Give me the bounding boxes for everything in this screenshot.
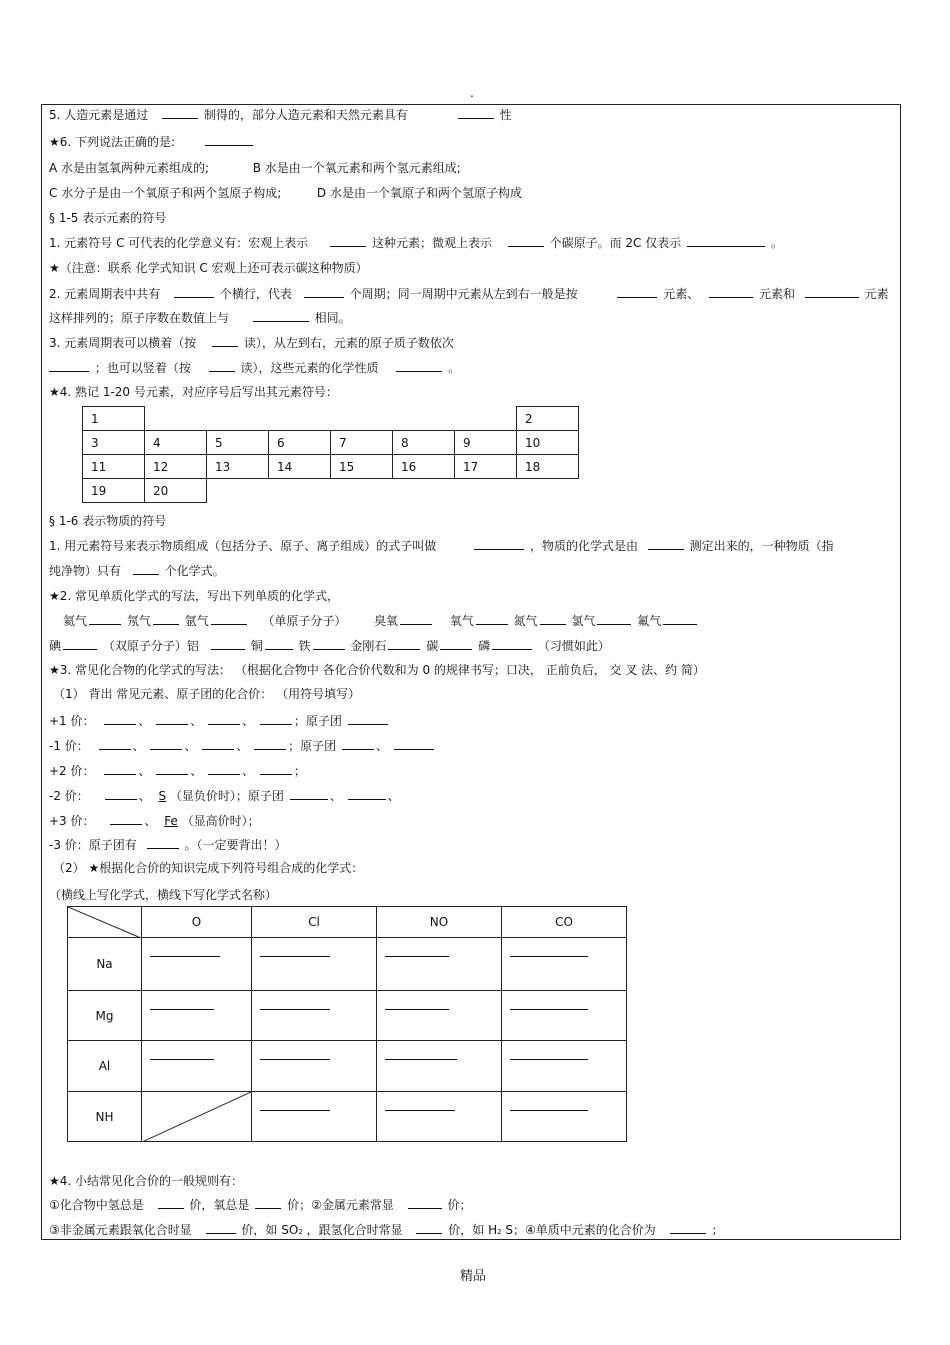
s15-blank-13[interactable]	[396, 360, 442, 372]
blank-p[interactable]	[492, 638, 532, 650]
sulfur-note: （显负价时）；原子团	[169, 789, 284, 803]
s15-l3d: 读），这些元素的化学性质	[240, 361, 379, 375]
s15-blank-4[interactable]	[174, 286, 214, 298]
valence-group-blank[interactable]	[348, 713, 388, 725]
valence-blank[interactable]	[104, 763, 136, 775]
s15-l2c: 个周期；同一周期中元素从左到右一般是按	[349, 287, 578, 301]
s15-blank-11[interactable]	[49, 360, 89, 372]
pt-cell[interactable]: 8	[393, 431, 455, 455]
valence-plus2	[49, 763, 306, 779]
valence-blank[interactable]	[260, 763, 292, 775]
valence-blank[interactable]	[156, 713, 188, 725]
q4-b2: 价，如 SO	[241, 1223, 299, 1237]
s16-blank-3[interactable]	[133, 563, 159, 575]
s16-q2-row2	[49, 638, 610, 654]
q6-blank[interactable]	[205, 134, 253, 146]
s15-l3a: 3. 元素周期表可以横着（按	[49, 336, 197, 350]
s15-l3e: 。	[448, 361, 461, 375]
label-i2: 碘	[49, 639, 62, 653]
s15-blank-7[interactable]	[709, 286, 753, 298]
label-ar: 氩气	[184, 614, 209, 628]
label-c: 碳	[426, 639, 439, 653]
compound-table	[67, 906, 627, 1142]
blank-ozone[interactable]	[400, 613, 432, 625]
corner-diagonal	[68, 907, 141, 938]
section-1-5-title: § 1-5 表示元素的符号	[49, 211, 167, 225]
valence-blank[interactable]	[110, 813, 142, 825]
s15-l2b: 个横行，代表	[219, 287, 292, 301]
answer-cell[interactable]	[252, 1092, 377, 1142]
s15-blank-2[interactable]	[508, 235, 544, 247]
q6-option-d: D 水是由一个氧原子和两个氢原子构成	[316, 186, 522, 200]
blank-ar[interactable]	[211, 613, 247, 625]
s15-l2a: 2. 元素周期表中共有	[49, 287, 161, 301]
answer-cell[interactable]	[377, 938, 502, 991]
s15-line3b	[49, 360, 460, 376]
label-diamond: 金刚石	[350, 639, 387, 653]
answer-cell[interactable]	[377, 991, 502, 1041]
blank-o2[interactable]	[476, 613, 508, 625]
q5-text-c: 性	[499, 108, 512, 122]
sep: 、	[236, 739, 249, 753]
header-dot: .	[470, 86, 474, 100]
pt-cell[interactable]: 5	[207, 431, 269, 455]
pt-cell[interactable]: 13	[207, 455, 269, 479]
pt-cell[interactable]: 15	[331, 455, 393, 479]
valence-minus1	[49, 738, 436, 754]
s16-q3-1: （1） 背出 常见元素、原子团的化合价： （用符号填写）	[53, 687, 361, 701]
q5-blank-2[interactable]	[458, 107, 494, 119]
q4-blank-2[interactable]	[255, 1197, 281, 1209]
pt-cell[interactable]: 12	[145, 455, 207, 479]
s16-blank-2[interactable]	[648, 538, 684, 550]
sep: 、	[138, 764, 151, 778]
blank-ne[interactable]	[153, 613, 179, 625]
label-he: 氦气	[63, 614, 88, 628]
s16-l1b: ，物质的化学式是由	[529, 539, 638, 553]
corner-cell	[68, 907, 142, 938]
s15-l1a: 1. 元素符号 C 可代表的化学意义有：宏观上表示	[49, 236, 309, 250]
pt-cell[interactable]: 18	[517, 455, 579, 479]
s15-l2g: 这样排列的；原子序数在数值上与	[49, 311, 230, 325]
valence-blank[interactable]	[208, 713, 240, 725]
s15-note: ★（注意：联系 化学式知识 C 宏观上还可表示碳这种物质）	[49, 261, 368, 275]
answer-cell[interactable]	[502, 938, 627, 991]
blank-he[interactable]	[89, 613, 121, 625]
q4-b5: S；④单质中元素的化合价为	[505, 1223, 656, 1237]
sep: 、	[387, 789, 400, 803]
col-header: NO	[377, 907, 502, 938]
s15-l3c: ；也可以竖着（按	[94, 361, 191, 375]
blank-diamond[interactable]	[388, 638, 420, 650]
answer-cell[interactable]	[252, 991, 377, 1041]
s15-l1b: 这种元素；微观上表示	[371, 236, 492, 250]
s15-blank-1[interactable]	[330, 235, 366, 247]
label-custom: （习惯如此）	[537, 639, 610, 653]
col-header: CO	[502, 907, 627, 938]
valence-plus3-label: +3 价：	[49, 814, 95, 828]
s16-line1	[49, 538, 834, 554]
s15-blank-10[interactable]	[212, 335, 238, 347]
answer-cell[interactable]	[502, 1041, 627, 1092]
blank-f2[interactable]	[663, 613, 697, 625]
valence-minus3	[49, 837, 286, 853]
label-al: （双原子分子）铝	[102, 639, 199, 653]
blank-i2[interactable]	[63, 638, 97, 650]
q6-ab-line	[49, 160, 461, 176]
valence-blank[interactable]	[104, 713, 136, 725]
answer-cell[interactable]	[252, 938, 377, 991]
s15-blank-8[interactable]	[805, 286, 859, 298]
iron-note: （显高价时）；	[181, 814, 260, 828]
answer-cell[interactable]	[142, 938, 252, 991]
sep: 、	[329, 789, 342, 803]
valence-minus3-label: -3 价：原子团有	[49, 838, 137, 852]
semicolon: ；	[293, 764, 306, 778]
pt-cell[interactable]: 19	[83, 479, 145, 503]
sep: 、	[190, 714, 203, 728]
answer-cell[interactable]	[502, 1092, 627, 1142]
pt-cell[interactable]: 11	[83, 455, 145, 479]
pt-cell[interactable]: 7	[331, 431, 393, 455]
q4-line1	[49, 1197, 472, 1213]
valence-group-blank[interactable]	[348, 788, 386, 800]
valence-blank[interactable]	[260, 713, 292, 725]
blocked-diagonal	[142, 1092, 251, 1142]
sep: 、	[375, 739, 388, 753]
q4-b3: ，跟氢化合时常显	[306, 1223, 403, 1237]
q4-a1: ①化合物中氢总是	[49, 1198, 144, 1212]
answer-cell[interactable]	[142, 1041, 252, 1092]
pt-cell[interactable]: 6	[269, 431, 331, 455]
q4-a3: 价；②金属元素常显	[287, 1198, 394, 1212]
label-p: 磷	[478, 639, 491, 653]
sep: 、	[132, 739, 145, 753]
s15-l2f: 元素	[864, 287, 889, 301]
footer-text: 精品	[460, 1269, 487, 1284]
q6-option-a: A 水是由氢氧两种元素组成的;	[49, 161, 210, 175]
q5-blank-1[interactable]	[162, 107, 198, 119]
sep: 、	[242, 714, 255, 728]
pt-cell[interactable]: 3	[83, 431, 145, 455]
group-label: ；原子团	[293, 714, 342, 728]
col-header: Cl	[252, 907, 377, 938]
s15-l1d: 。	[770, 236, 783, 250]
s15-l2h: 相同。	[314, 311, 351, 325]
s15-blank-6[interactable]	[617, 286, 657, 298]
pt-cell[interactable]: 4	[145, 431, 207, 455]
s16-q3: ★3. 常见化合物的化学式的写法： （根据化合物中 各化合价代数和为 0 的规律书写；口决， 正前负后， 交 叉 法、约 简）	[49, 663, 705, 677]
pt-cell[interactable]: 10	[517, 431, 579, 455]
valence-blank[interactable]	[202, 738, 234, 750]
blank-al[interactable]	[211, 638, 245, 650]
s16-q3-2-note: （横线上写化学式，横线下写化学式名称）	[49, 888, 278, 902]
q4-line2: ③非金属元素跟氧化合时显 价，如 SO2 ，跟氢化合时常显 价，如 H2 S；④单质中元素的化合价为 ；	[49, 1223, 724, 1237]
s16-l1d: 纯净物）只有	[49, 564, 122, 578]
section-1-6-title: § 1-6 表示物质的符号	[49, 514, 167, 528]
blank-cu[interactable]	[265, 638, 293, 650]
q4-a2: 价，氧总是	[189, 1198, 250, 1212]
valence-minus2	[49, 788, 400, 804]
q4-blank-3[interactable]	[408, 1197, 442, 1209]
pt-cell[interactable]: 14	[269, 455, 331, 479]
label-ne: 氖气	[126, 614, 151, 628]
valence-group-blank[interactable]	[342, 738, 374, 750]
row-header: Al	[68, 1041, 142, 1092]
blank-n2[interactable]	[540, 613, 566, 625]
valence-plus2-label: +2 价：	[49, 764, 95, 778]
col-header: O	[142, 907, 252, 938]
q4-b6: ；	[711, 1223, 724, 1237]
sep: 、	[138, 789, 151, 803]
s15-blank-12[interactable]	[209, 360, 235, 372]
s16-line1b	[49, 563, 225, 579]
q4-title: ★4. 小结常见化合价的一般规则有：	[49, 1174, 244, 1188]
group-label: ；原子团	[288, 739, 337, 753]
q4-blank-4[interactable]	[206, 1222, 236, 1234]
valence-plus1	[49, 713, 390, 729]
q4-blank-5[interactable]	[416, 1222, 442, 1234]
s16-q2-row1	[63, 613, 699, 629]
valence-blank[interactable]	[156, 763, 188, 775]
valence-group-blank[interactable]	[290, 788, 328, 800]
q4-blank-6[interactable]	[670, 1222, 706, 1234]
valence-blank[interactable]	[105, 788, 137, 800]
q4-b4: 价，如 H	[448, 1223, 498, 1237]
label-fe: 铁	[298, 639, 311, 653]
pt-cell[interactable]: 20	[145, 479, 207, 503]
s15-line2b	[49, 310, 351, 326]
s16-blank-1[interactable]	[474, 538, 524, 550]
blank-fe[interactable]	[313, 638, 345, 650]
q6-cd-line	[49, 185, 522, 201]
s15-l2e: 元素和	[758, 287, 795, 301]
s15-blank-9[interactable]	[253, 310, 309, 322]
sep: 、	[138, 714, 151, 728]
answer-cell[interactable]	[142, 991, 252, 1041]
sulfur-symbol: S	[158, 789, 167, 803]
pt-cell[interactable]: 16	[393, 455, 455, 479]
valence-group-blank[interactable]	[147, 837, 179, 849]
sep: 、	[190, 764, 203, 778]
valence-blank[interactable]	[150, 738, 182, 750]
sep: 、	[144, 814, 157, 828]
q5-text-b: 制得的，部分人造元素和天然元素具有	[203, 108, 408, 122]
q6-title: ★6. 下列说法正确的是:	[49, 135, 176, 149]
s15-line2	[49, 286, 889, 302]
label-cl2: 氯气	[571, 614, 596, 628]
valence-plus1-label: +1 价：	[49, 714, 95, 728]
valence-blank[interactable]	[254, 738, 286, 750]
blank-c[interactable]	[440, 638, 472, 650]
s15-l2d: 元素、	[663, 287, 700, 301]
answer-cell[interactable]	[252, 1041, 377, 1092]
q5-text-a: 5. 人造元素是通过	[49, 108, 149, 122]
valence-minus3-end: 。（一定要背出！）	[184, 838, 287, 852]
s16-q3-2: （2） ★根据化合价的知识完成下列符号组合成的化学式：	[53, 861, 364, 875]
valence-minus2-label: -2 价：	[49, 789, 89, 803]
pt-cell[interactable]: 17	[455, 455, 517, 479]
iron-symbol: Fe	[164, 814, 178, 828]
s16-l1c: 测定出来的，一种物质（指	[689, 539, 834, 553]
q6-option-c: C 水分子是由一个氧原子和两个氢原子构成;	[49, 186, 282, 200]
s15-blank-5[interactable]	[304, 286, 344, 298]
answer-cell[interactable]	[502, 991, 627, 1041]
q5-line	[49, 107, 512, 123]
label-cu: 铜	[250, 639, 263, 653]
row-header: NH	[68, 1092, 142, 1142]
label-n2: 氮气	[513, 614, 538, 628]
blocked-cell	[142, 1092, 252, 1142]
q6-option-b: B 水是由一个氧元素和两个氢元素组成;	[252, 161, 461, 175]
blank-cl2[interactable]	[597, 613, 631, 625]
q6-title-line	[49, 134, 255, 150]
answer-cell[interactable]	[377, 1041, 502, 1092]
s16-q2: ★2. 常见单质化学式的写法，写出下列单质的化学式，	[49, 589, 340, 603]
sep: 、	[242, 764, 255, 778]
row-header: Mg	[68, 991, 142, 1041]
row-header: Na	[68, 938, 142, 991]
answer-cell[interactable]	[377, 1092, 502, 1142]
valence-blank[interactable]	[99, 738, 131, 750]
s16-l1e: 个化学式。	[164, 564, 225, 578]
s15-line1	[49, 235, 783, 251]
valence-blank[interactable]	[208, 763, 240, 775]
valence-minus1-label: -1 价：	[49, 739, 89, 753]
s15-q4: ★4. 熟记 1-20 号元素，对应序号后写出其元素符号：	[49, 385, 338, 399]
label-monatomic: （单原子分子）	[262, 614, 347, 628]
periodic-table	[82, 406, 579, 503]
sep: 、	[184, 739, 197, 753]
q4-b1: ③非金属元素跟氧化合时显	[49, 1223, 192, 1237]
pt-cell[interactable]: 2	[517, 407, 579, 431]
valence-plus3	[49, 813, 260, 829]
label-ozone: 臭氧	[374, 614, 399, 628]
q4-blank-1[interactable]	[158, 1197, 184, 1209]
valence-group-blank[interactable]	[394, 738, 434, 750]
label-o2: 氧气	[449, 614, 474, 628]
s16-l1a: 1. 用元素符号来表示物质组成（包括分子、原子、离子组成）的式子叫做	[49, 539, 437, 553]
q4-a4: 价；	[447, 1198, 472, 1212]
s15-l3b: 读），从左到右，元素的原子质子数依次	[243, 336, 454, 350]
s15-l1c: 个碳原子。而 2C 仅表示	[549, 236, 682, 250]
s15-line3	[49, 335, 454, 351]
s15-blank-3[interactable]	[687, 235, 765, 247]
pt-cell[interactable]: 1	[83, 407, 145, 431]
label-f2: 氟气	[637, 614, 662, 628]
pt-cell[interactable]: 9	[455, 431, 517, 455]
